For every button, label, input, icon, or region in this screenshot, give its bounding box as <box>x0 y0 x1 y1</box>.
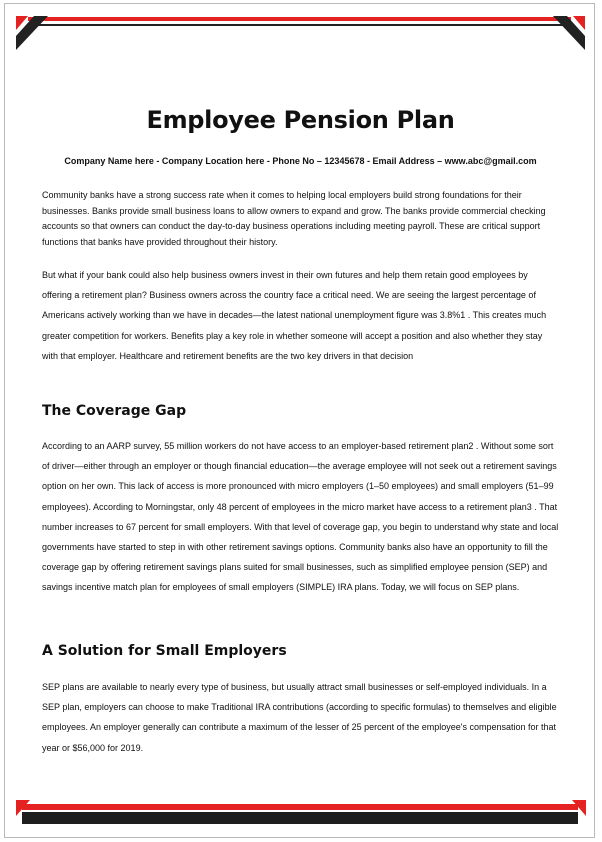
section-heading-small-employers: A Solution for Small Employers <box>42 643 287 659</box>
section-heading-coverage-gap: The Coverage Gap <box>42 403 187 419</box>
bottom-left-corner-ornament <box>16 800 46 828</box>
footer-dark-band <box>22 812 578 824</box>
header-dark-rule <box>36 24 563 26</box>
sep-plans-paragraph: SEP plans are available to nearly every type of business, but usually attract small businesses or self-employed individuals. In a SEP plan, employers can choose to make Traditional IRA contributions (according to specific formulas) to themselves and eligible employees. An employer generally can contribute a maximum of the lesser of 25 percent of the employee's compensation for that year or $56,000 for 2019. <box>42 682 557 753</box>
bottom-right-corner-ornament <box>556 800 586 828</box>
header-red-rule <box>28 17 571 21</box>
contact-line: Company Name here - Company Location here - Phone No – 12345678 - Email Address – www.abc@gmail.com <box>64 156 537 166</box>
footer-red-band <box>22 804 578 810</box>
top-right-corner-ornament <box>547 16 585 56</box>
intro-paragraph: Community banks have a strong success rate when it comes to helping local employers build strong foundations for their businesses. Banks provide small business loans to allow owners to expand and grow. The banks provide commercial checking accounts so that owners can conduct the day-to-day business operations including meeting payroll. These are critical support functions that banks have provided throughout their history. <box>42 190 546 247</box>
document-title: Employee Pension Plan <box>146 106 455 134</box>
top-left-corner-ornament <box>16 16 54 56</box>
coverage-gap-paragraph: According to an AARP survey, 55 million workers do not have access to an employer-based retirement plan2 . Without some sort of driver—either through an employer or though financial education—the average employee will not seek out a retirement savings option on her own. This lack of access is more pronounced with micro employers (1–50 employees) and small employers (51–99 employees). According to Morningstar, only 48 percent of employees in the micro market have access to a retirement plan3 . That number increases to 67 percent for small employers. With that level of coverage gap, you begin to understand why state and local governments have started to step in with other retirement savings options. Community banks also have an opportunity to fill the coverage gap by offering retirement savings plans suited for small businesses, such as simplified employee pension (SEP) and savings incentive match plan for employees of small employers (SIMPLE) IRA plans. Today, we will focus on SEP plans. <box>42 441 559 593</box>
retirement-plan-paragraph: But what if your bank could also help business owners invest in their own futures and help them retain good employees by offering a retirement plan? Business owners across the country face a critical need. We are seeing the largest percentage of Americans actively working than we have in decades—the latest national unemployment figure was 3.8%1 . This creates much greater competition for workers. Benefits play a key role in whether someone will accept a position and also whether they stay with that employer. Healthcare and retirement benefits are the two key drivers in that decision <box>42 270 547 361</box>
